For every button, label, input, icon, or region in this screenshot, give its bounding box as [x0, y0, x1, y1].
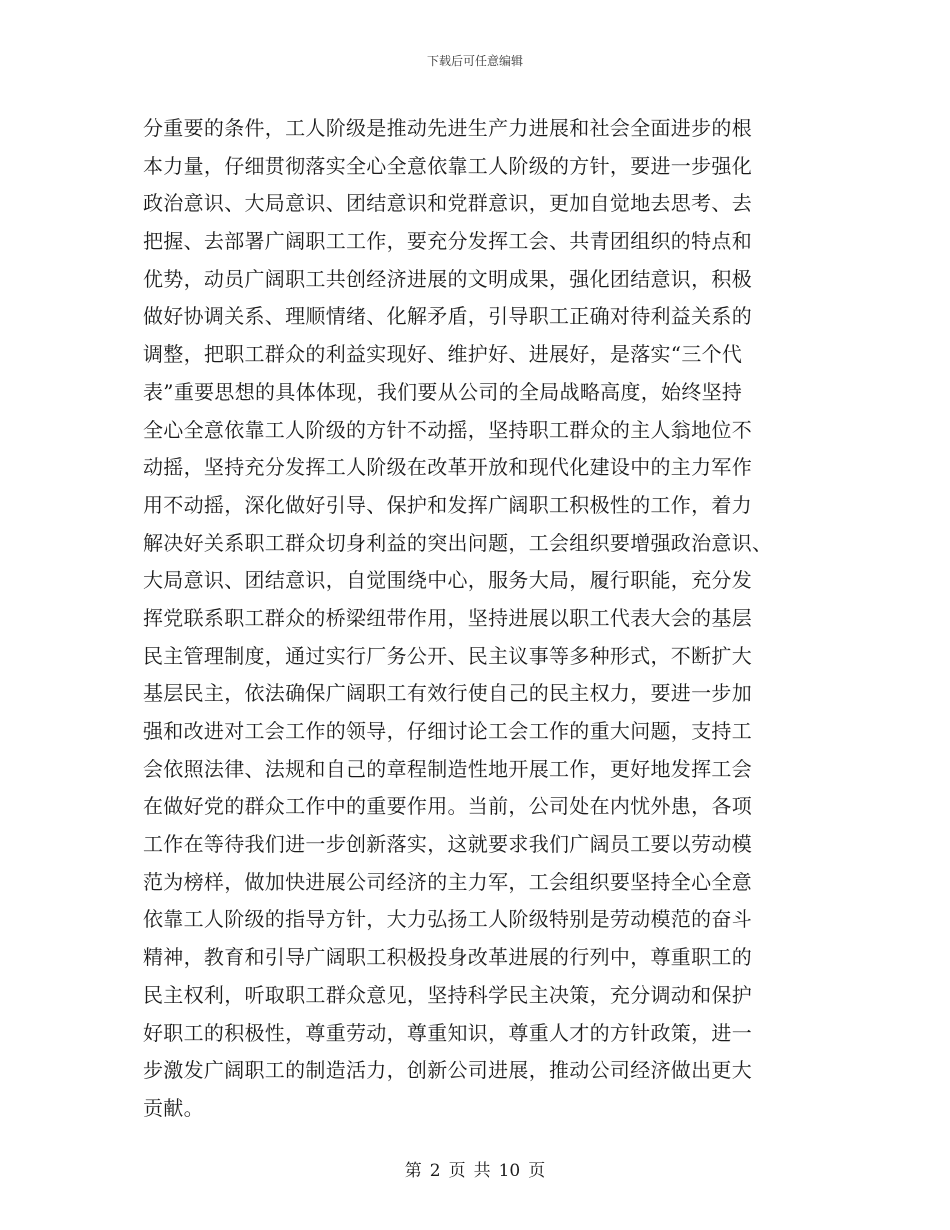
page-header: 下载后可任意编辑 [426, 54, 523, 68]
paragraph-line: 贡献。 [143, 1095, 204, 1120]
paragraph-line: 大局意识、团结意识，自觉围绕中心，服务大局，履行职能，充分发 [143, 568, 752, 593]
paragraph-line: 做好协调关系、理顺情绪、化解矛盾，引导职工正确对待利益关系的 [143, 304, 752, 329]
footer-page-word: 页 [448, 1161, 466, 1181]
paragraph-line: 全心全意依靠工人阶级的方针不动摇，坚持职工群众的主人翁地位不 [143, 417, 752, 442]
paragraph-line: 依靠工人阶级的指导方针，大力弘扬工人阶级特别是劳动模范的奋斗 [143, 907, 752, 932]
paragraph-line: 工作在等待我们进一步创新落实，这就要求我们广阔员工要以劳动模 [143, 832, 752, 857]
paragraph-line: 精神，教育和引导广阔职工积极投身改革进展的行列中，尊重职工的 [143, 945, 752, 970]
paragraph-line: 民主权利，听取职工群众意见，坚持科学民主决策，充分调动和保护 [143, 982, 752, 1007]
paragraph-line: 政治意识、大局意识、团结意识和党群意识，更加自觉地去思考、去 [143, 191, 752, 216]
paragraph-line: 动摇，坚持充分发挥工人阶级在改革开放和现代化建设中的主力军作 [143, 455, 752, 480]
total-pages-number: 10 [498, 1161, 521, 1181]
document-body [143, 110, 813, 1128]
footer-suffix: 页 [528, 1161, 546, 1181]
paragraph-line: 基层民主，依法确保广阔职工有效行使自己的民主权力，要进一步加 [143, 681, 752, 706]
paragraph-line: 本力量，仔细贯彻落实全心全意依靠工人阶级的方针，要进一步强化 [143, 153, 752, 178]
paragraph-line: 步激发广阔职工的制造活力，创新公司进展，推动公司经济做出更大 [143, 1058, 752, 1083]
paragraph-line: 调整，把职工群众的利益实现好、维护好、进展好，是落实“三个代 [143, 342, 743, 367]
paragraph-line: 民主管理制度，通过实行厂务公开、民主议事等多种形式，不断扩大 [143, 643, 752, 668]
paragraph-line: 把握、去部署广阔职工工作，要充分发挥工会、共青团组织的特点和 [143, 229, 752, 254]
footer-prefix: 第 [404, 1161, 422, 1181]
paragraph-line: 解决好关系职工群众切身利益的突出问题，工会组织要增强政治意识、 [143, 530, 773, 555]
paragraph-line: 用不动摇，深化做好引导、保护和发挥广阔职工积极性的工作，着力 [143, 492, 752, 517]
paragraph-line: 会依照法律、法规和自己的章程制造性地开展工作，更好地发挥工会 [143, 756, 752, 781]
footer-total-word: 共 [473, 1161, 491, 1181]
paragraph-line: 表”重要思想的具体体现，我们要从公司的全局战略高度，始终坚持 [143, 379, 743, 404]
paragraph-line: 在做好党的群众工作中的重要作用。当前，公司处在内忧外患，各项 [143, 794, 752, 819]
paragraph-line: 分重要的条件，工人阶级是推动先进生产力进展和社会全面进步的根 [143, 116, 752, 140]
paragraph-line: 挥党联系职工群众的桥梁纽带作用，坚持进展以职工代表大会的基层 [143, 605, 752, 630]
paragraph-line: 范为榜样，做加快进展公司经济的主力军，工会组织要坚持全心全意 [143, 869, 752, 894]
current-page-number: 2 [429, 1161, 441, 1181]
paragraph-line: 优势，动员广阔职工共创经济进展的文明成果，强化团结意识，积极 [143, 266, 752, 291]
page-footer [0, 1156, 950, 1181]
paragraph-line: 好职工的积极性，尊重劳动，尊重知识，尊重人才的方针政策，进一 [143, 1020, 752, 1045]
paragraph-line: 强和改进对工会工作的领导，仔细讨论工会工作的重大问题，支持工 [143, 719, 752, 743]
